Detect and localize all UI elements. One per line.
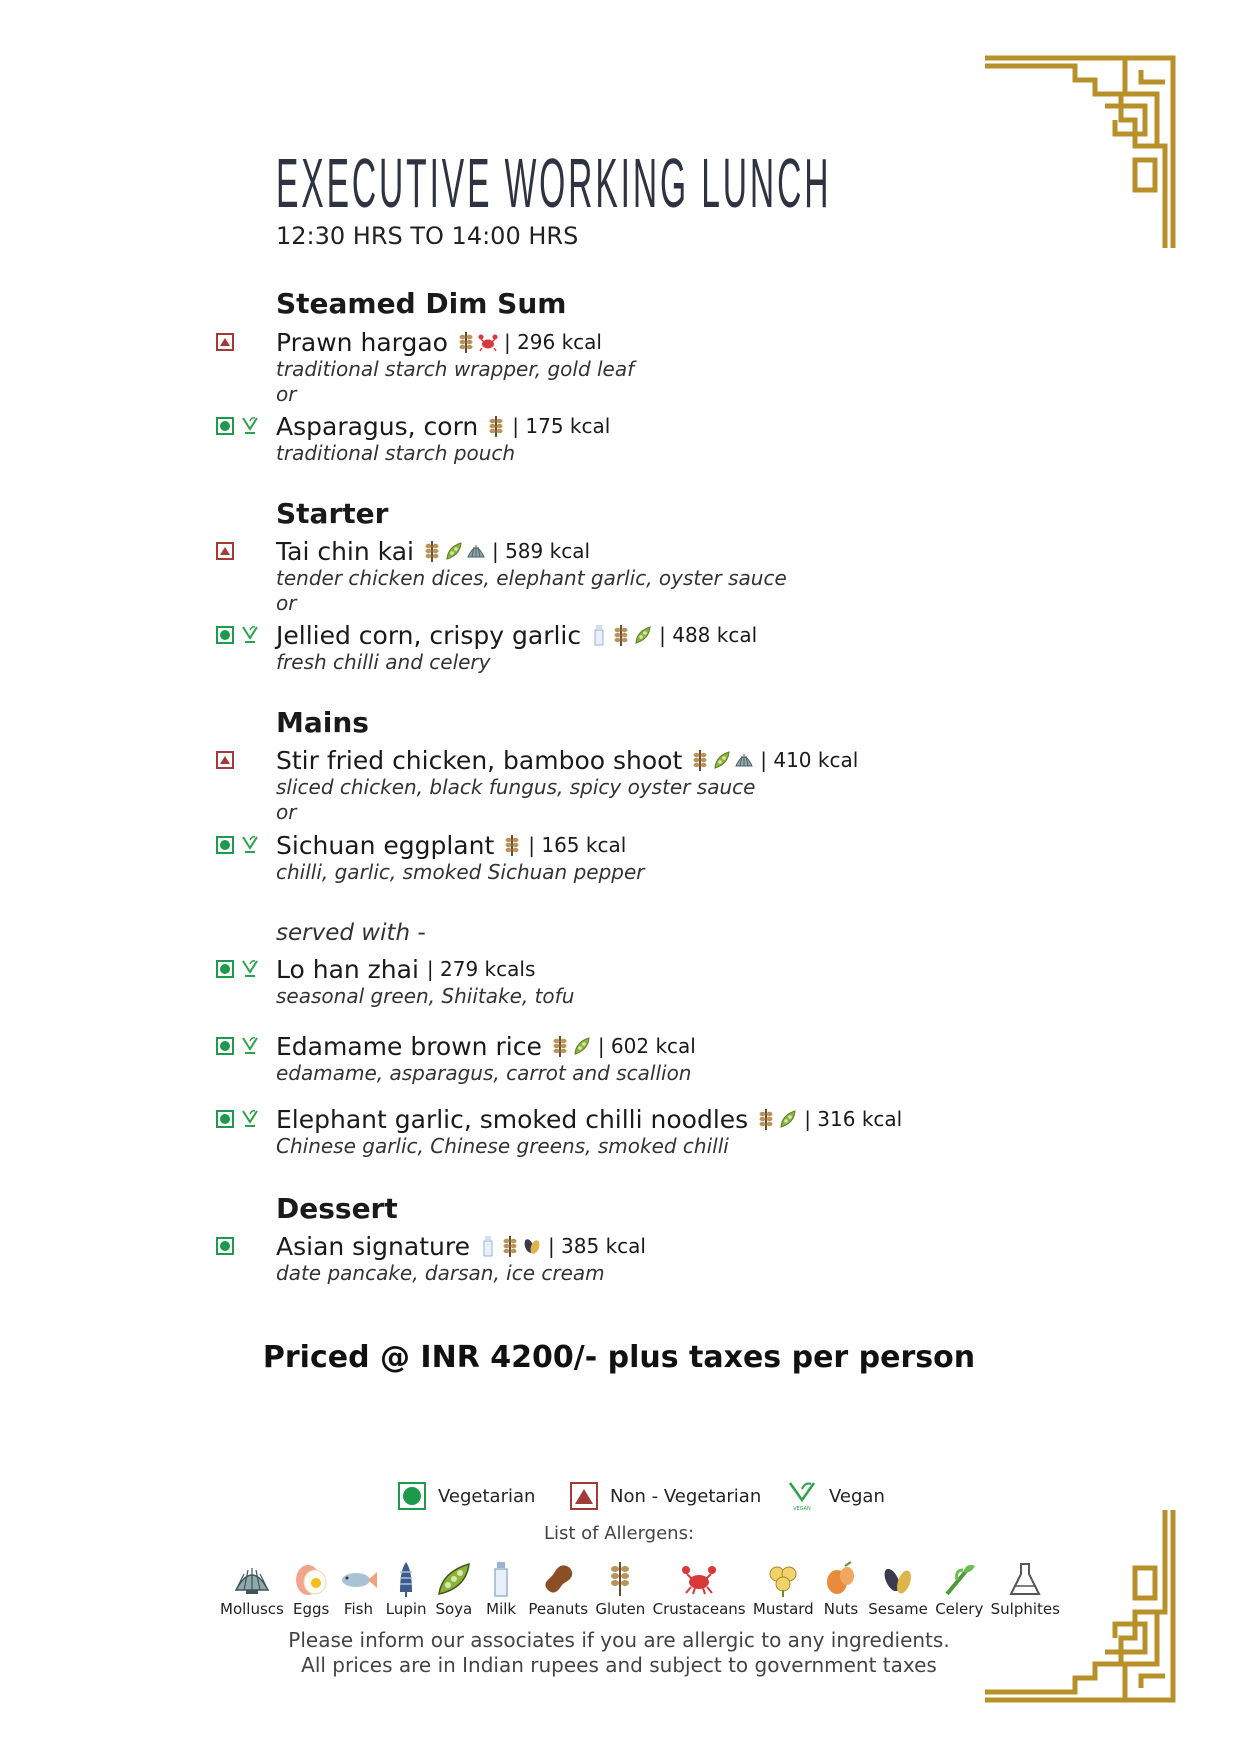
page-title: EXECUTIVE WORKING LUNCH xyxy=(276,144,832,222)
item-kcal: | 165 kcal xyxy=(528,833,627,857)
eggs-icon xyxy=(291,1560,331,1598)
non-veg-symbol-icon xyxy=(216,751,234,769)
legend-vegan-label: Vegan xyxy=(829,1485,885,1507)
legend-vegan xyxy=(787,1480,885,1512)
veg-symbol-icon xyxy=(216,1037,234,1055)
legend-non-vegetarian xyxy=(570,1482,761,1510)
allergen-molluscs: Molluscs xyxy=(220,1560,284,1620)
menu-item xyxy=(276,828,626,862)
veg-symbol-icon xyxy=(216,626,234,644)
item-markers xyxy=(216,1234,234,1258)
item-markers xyxy=(216,414,260,438)
item-name: Asparagus, corn xyxy=(276,411,479,441)
or-label: or xyxy=(276,800,297,824)
gluten-icon xyxy=(486,414,506,438)
item-description: seasonal green, Shiitake, tofu xyxy=(276,984,575,1008)
nuts-icon xyxy=(821,1560,861,1598)
item-markers xyxy=(216,330,234,354)
item-kcal: | 279 kcals xyxy=(426,957,536,981)
allergen-gluten: Gluten xyxy=(595,1560,645,1620)
vegan-symbol-icon xyxy=(240,1108,260,1130)
item-markers xyxy=(216,1107,260,1131)
item-markers xyxy=(216,748,234,772)
item-kcal: | 589 kcal xyxy=(491,539,591,563)
item-description: chilli, garlic, smoked Sichuan pepper xyxy=(276,860,645,884)
veg-symbol-icon xyxy=(216,1110,234,1128)
item-name: Prawn hargao xyxy=(276,327,448,357)
item-markers xyxy=(216,957,260,981)
served-with-label: served with - xyxy=(276,920,426,946)
item-kcal: | 316 kcal xyxy=(804,1107,903,1131)
item-kcal: | 602 kcal xyxy=(597,1034,696,1058)
vegan-symbol-icon xyxy=(240,1035,260,1057)
item-kcal: | 385 kcal xyxy=(547,1234,646,1258)
item-markers xyxy=(216,539,234,563)
crustaceans-icon xyxy=(478,330,498,354)
diet-legend xyxy=(0,1478,1238,1518)
item-name: Tai chin kai xyxy=(276,536,414,566)
legend-vegetarian xyxy=(398,1482,535,1510)
vegan-symbol-icon xyxy=(240,958,260,980)
allergen-milk: Milk xyxy=(481,1560,521,1620)
veg-symbol-icon xyxy=(216,417,234,435)
item-markers xyxy=(216,833,260,857)
section-title-starter: Starter xyxy=(276,497,389,530)
item-name: Elephant garlic, smoked chilli noodles xyxy=(276,1104,749,1134)
price-statement: Priced @ INR 4200/- plus taxes per person xyxy=(262,1340,976,1375)
gluten-icon xyxy=(500,1234,520,1258)
or-label: or xyxy=(276,382,297,406)
soya-icon xyxy=(778,1107,798,1131)
lupin-icon xyxy=(386,1560,426,1598)
veg-symbol-icon xyxy=(398,1482,426,1510)
section-title-mains: Mains xyxy=(276,706,369,739)
gluten-icon xyxy=(502,833,522,857)
allergen-sesame: Sesame xyxy=(868,1560,928,1620)
menu-item xyxy=(276,1229,646,1263)
gluten-icon xyxy=(456,330,476,354)
gluten-icon xyxy=(690,748,710,772)
vegan-symbol-icon xyxy=(240,834,260,856)
item-name: Jellied corn, crispy garlic xyxy=(276,620,582,650)
soya-icon xyxy=(434,1560,474,1598)
milk-icon xyxy=(478,1234,498,1258)
item-name: Edamame brown rice xyxy=(276,1031,542,1061)
non-veg-symbol-icon xyxy=(216,333,234,351)
milk-icon xyxy=(481,1560,521,1598)
item-markers xyxy=(216,623,260,647)
item-description: edamame, asparagus, carrot and scallion xyxy=(276,1061,692,1085)
section-title-dessert: Dessert xyxy=(276,1192,398,1225)
crustaceans-icon xyxy=(679,1560,719,1598)
peanuts-icon xyxy=(538,1560,578,1598)
molluscs-icon xyxy=(734,748,754,772)
vegan-mark-text: VEGAN xyxy=(793,1506,811,1512)
soya-icon xyxy=(572,1034,592,1058)
allergen-celery: Celery xyxy=(935,1560,983,1620)
veg-symbol-icon xyxy=(216,1237,234,1255)
menu-item xyxy=(276,1102,902,1136)
allergen-eggs: Eggs xyxy=(291,1560,331,1620)
allergen-crustaceans: Crustaceans xyxy=(653,1560,746,1620)
allergen-soya: Soya xyxy=(434,1560,474,1620)
item-description: date pancake, darsan, ice cream xyxy=(276,1261,605,1285)
allergy-notice: Please inform our associates if you are allergic to any ingredients. xyxy=(288,1628,950,1652)
soya-icon xyxy=(633,623,653,647)
tax-notice: All prices are in Indian rupees and subject to government taxes xyxy=(301,1653,937,1677)
item-description: tender chicken dices, elephant garlic, oyster sauce xyxy=(276,566,787,590)
item-description: traditional starch pouch xyxy=(276,441,516,465)
non-veg-symbol-icon xyxy=(216,542,234,560)
sesame-icon xyxy=(878,1560,918,1598)
gluten-icon xyxy=(600,1560,640,1598)
menu-item xyxy=(276,325,602,359)
item-description: sliced chicken, black fungus, spicy oyster sauce xyxy=(276,775,756,799)
item-description: Chinese garlic, Chinese greens, smoked chilli xyxy=(276,1134,729,1158)
celery-icon xyxy=(939,1560,979,1598)
veg-symbol-icon xyxy=(216,960,234,978)
menu-item xyxy=(276,409,610,443)
item-kcal: | 296 kcal xyxy=(503,330,602,354)
vegan-symbol-icon xyxy=(240,415,260,437)
allergen-sulphites: Sulphites xyxy=(991,1560,1060,1620)
item-kcal: | 488 kcal xyxy=(659,623,758,647)
mustard-icon xyxy=(763,1560,803,1598)
allergen-nuts: Nuts xyxy=(821,1560,861,1620)
menu-item xyxy=(276,743,858,777)
or-label: or xyxy=(276,591,297,615)
gluten-icon xyxy=(550,1034,570,1058)
allergen-fish: Fish xyxy=(338,1560,378,1620)
allergen-list xyxy=(220,1560,1060,1620)
veg-symbol-icon xyxy=(216,836,234,854)
menu-item xyxy=(276,1029,696,1063)
item-kcal: | 410 kcal xyxy=(760,748,859,772)
allergens-title: List of Allergens: xyxy=(543,1523,695,1544)
gluten-icon xyxy=(756,1107,776,1131)
service-hours: 12:30 HRS TO 14:00 HRS xyxy=(276,222,579,250)
vegan-symbol-icon xyxy=(240,624,260,646)
molluscs-icon xyxy=(232,1560,272,1598)
sulphites-icon xyxy=(1005,1560,1045,1598)
item-name: Asian signature xyxy=(276,1231,470,1261)
allergen-mustard: Mustard xyxy=(753,1560,814,1620)
menu-item xyxy=(276,534,590,568)
top-right-corner-ornament xyxy=(985,50,1185,250)
section-title-dim-sum: Steamed Dim Sum xyxy=(276,287,567,320)
allergen-lupin: Lupin xyxy=(386,1560,427,1620)
item-markers xyxy=(216,1034,260,1058)
legend-vegetarian-label: Vegetarian xyxy=(438,1485,536,1507)
milk-icon xyxy=(589,623,609,647)
molluscs-icon xyxy=(466,539,486,563)
item-name: Lo han zhai xyxy=(276,954,419,984)
item-kcal: | 175 kcal xyxy=(512,414,611,438)
allergen-peanuts: Peanuts xyxy=(528,1560,588,1620)
soya-icon xyxy=(712,748,732,772)
menu-item xyxy=(276,618,757,652)
soya-icon xyxy=(444,539,464,563)
sesame-icon xyxy=(522,1234,542,1258)
gluten-icon xyxy=(611,623,631,647)
item-description: traditional starch wrapper, gold leaf xyxy=(276,357,635,381)
vegan-symbol-icon xyxy=(787,1480,817,1512)
item-name: Sichuan eggplant xyxy=(276,830,495,860)
menu-item xyxy=(276,952,535,986)
fish-icon xyxy=(338,1560,378,1598)
legend-non-vegetarian-label: Non - Vegetarian xyxy=(610,1485,762,1507)
non-veg-symbol-icon xyxy=(570,1482,598,1510)
gluten-icon xyxy=(422,539,442,563)
item-name: Stir fried chicken, bamboo shoot xyxy=(276,745,683,775)
item-description: fresh chilli and celery xyxy=(276,650,491,674)
